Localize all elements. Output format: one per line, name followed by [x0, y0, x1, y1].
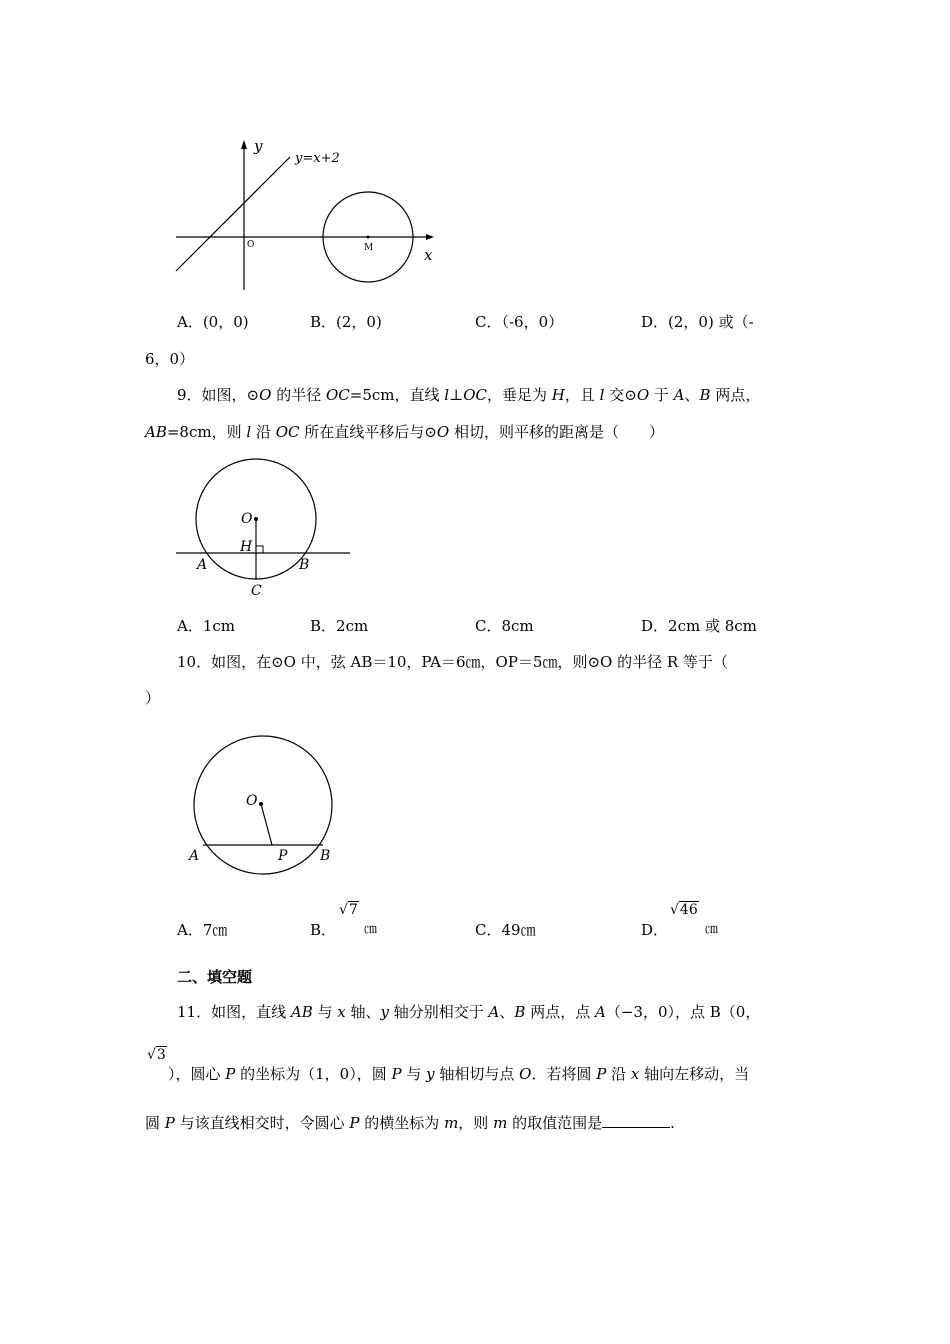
center-label: M [364, 243, 374, 253]
q11-stem-line1 [177, 1002, 760, 1022]
math-var: x [630, 1065, 640, 1083]
x-axis-label: x [424, 246, 433, 264]
text: 沿 [606, 1065, 631, 1083]
math-var: y [426, 1065, 435, 1083]
math-var: OC [275, 423, 300, 441]
text: 的坐标为（1，0），圆 [235, 1065, 392, 1083]
text: 的横坐标为 [359, 1114, 445, 1132]
math-var: O [519, 1065, 532, 1083]
math-var: A [488, 1003, 500, 1021]
label-a: A [189, 848, 200, 864]
q11-sqrt3: √3 [147, 1047, 166, 1063]
math-var: x [337, 1003, 346, 1021]
text: 两点，点 [525, 1003, 595, 1021]
center-point [254, 517, 258, 521]
math-var: A [594, 1003, 606, 1021]
text: 的半径 [271, 386, 326, 404]
segment-op [261, 804, 272, 845]
q10-option-c[interactable]: C．49㎝ [475, 921, 536, 939]
text: 轴分别相交于 [389, 1003, 489, 1021]
text: 轴向左移动，当 [639, 1065, 750, 1083]
q8-option-d-continued: 6，0） [145, 350, 195, 368]
q10-option-d-sqrt: √46 [670, 902, 698, 918]
center-point [259, 802, 263, 806]
figure-q8 [170, 130, 460, 295]
label-h: H [240, 539, 253, 555]
figure-q10 [180, 732, 340, 882]
math-var: m [444, 1114, 459, 1132]
q9-stem-line1 [177, 385, 760, 405]
y-axis-arrow [241, 140, 247, 149]
text: 两点， [710, 386, 761, 404]
math-var: y [380, 1003, 389, 1021]
text: . [670, 1114, 675, 1132]
answer-blank[interactable] [602, 1113, 670, 1128]
text: 所在直线平移后与 [299, 423, 425, 441]
figure-q9 [170, 455, 360, 603]
radicand: 7 [348, 902, 358, 918]
text: 轴相切与点 [434, 1065, 520, 1083]
label-o: O [241, 511, 253, 527]
text: 与 [312, 1003, 338, 1021]
text: 交 [604, 386, 625, 404]
math-var: P [596, 1065, 607, 1083]
label-a: A [197, 557, 208, 573]
text: ，则 [458, 1114, 494, 1132]
line-label: y=x+2 [295, 151, 340, 166]
text: =8cm，则 [166, 423, 247, 441]
label-p: P [278, 848, 288, 864]
text: ，且 [564, 386, 600, 404]
text: 的取值范围是 [507, 1114, 603, 1132]
text: 相切，则平移的距离是（ ） [449, 423, 664, 441]
origin-label: O [247, 240, 255, 250]
math-var: P [164, 1114, 175, 1132]
math-var: OC [325, 386, 350, 404]
text: 轴、 [345, 1003, 381, 1021]
q8-option-c[interactable]: C．（-6，0） [475, 313, 564, 331]
text: ，垂足为 [486, 386, 552, 404]
x-axis-arrow [426, 234, 434, 240]
label-b: B [320, 848, 331, 864]
text: 于 [649, 386, 674, 404]
q9-option-d[interactable]: D．2cm 或 8cm [641, 617, 757, 635]
text: 9．如图， [177, 386, 247, 404]
q11-stem-line2 [168, 1064, 749, 1084]
q9-option-b[interactable]: B．2cm [310, 617, 369, 635]
text: 11．如图，直线 [177, 1003, 291, 1021]
q10-option-b-sqrt: √7 [339, 902, 358, 918]
text: （0， [720, 1003, 761, 1021]
label-o: O [246, 793, 258, 809]
text: ），圆心 [168, 1065, 226, 1083]
q9-option-a[interactable]: A．1cm [177, 617, 236, 635]
text: 与 [401, 1065, 427, 1083]
text: 圆 [145, 1114, 165, 1132]
circle-o [194, 736, 332, 874]
math-var: P [225, 1065, 236, 1083]
text: 、 [499, 1003, 515, 1021]
math-var: B [699, 386, 711, 404]
q10-stem-line1: 10．如图，在⊙O 中，弦 AB＝10，PA＝6㎝，OP＝5㎝，则⊙O 的半径 R 等于（ [177, 653, 728, 671]
math-var: B [709, 1003, 721, 1021]
q9-stem-line2 [145, 422, 664, 442]
q10-stem-line2: ） [145, 689, 161, 707]
math-var: A [673, 386, 685, 404]
math-var: O [436, 423, 450, 441]
radicand: 3 [156, 1047, 166, 1063]
q8-option-b[interactable]: B．(2，0) [310, 313, 382, 331]
text: ⊥ [449, 386, 464, 404]
center-point [367, 236, 370, 239]
text: ．若将圆 [531, 1065, 597, 1083]
math-var: l [444, 386, 450, 404]
math-var: m [493, 1114, 508, 1132]
circle-symbol: ⊙ [424, 423, 437, 441]
q10-option-a[interactable]: A．7㎝ [177, 921, 228, 939]
text: 与该直线相交时，令圆心 [174, 1114, 350, 1132]
radicand: 46 [679, 902, 698, 918]
math-var: l [599, 386, 605, 404]
q8-option-a[interactable]: A．(0，0) [177, 313, 249, 331]
math-var: H [551, 386, 565, 404]
math-var: AB [145, 423, 167, 441]
line-graph [176, 157, 290, 271]
math-var: P [349, 1114, 360, 1132]
label-c: C [251, 583, 262, 599]
q10-option-d[interactable]: D． [641, 921, 669, 939]
circle-symbol: ⊙ [246, 386, 260, 404]
math-var: l [246, 423, 252, 441]
math-var: B [514, 1003, 526, 1021]
right-angle-mark [256, 546, 263, 553]
label-b: B [299, 557, 310, 573]
q10-option-d-unit: ㎝ [705, 922, 719, 937]
q8-option-d[interactable]: D．(2，0) 或（- [641, 313, 754, 331]
q11-stem-line3 [145, 1113, 675, 1133]
q10-option-b-unit: ㎝ [364, 922, 378, 937]
math-var: P [391, 1065, 402, 1083]
q10-option-b[interactable]: B． [310, 921, 337, 939]
circle-symbol: ⊙ [624, 386, 637, 404]
q9-option-c[interactable]: C．8cm [475, 617, 534, 635]
math-var: OC [463, 386, 487, 404]
text: 、 [684, 386, 700, 404]
y-axis-label: y [254, 137, 263, 155]
text: （−3，0），点 [605, 1003, 710, 1021]
math-var: O [636, 386, 650, 404]
text: 沿 [251, 423, 276, 441]
math-var: O [259, 386, 272, 404]
text: =5cm，直线 [349, 386, 445, 404]
math-var: AB [290, 1003, 313, 1021]
section-title: 二、填空题 [177, 968, 253, 986]
